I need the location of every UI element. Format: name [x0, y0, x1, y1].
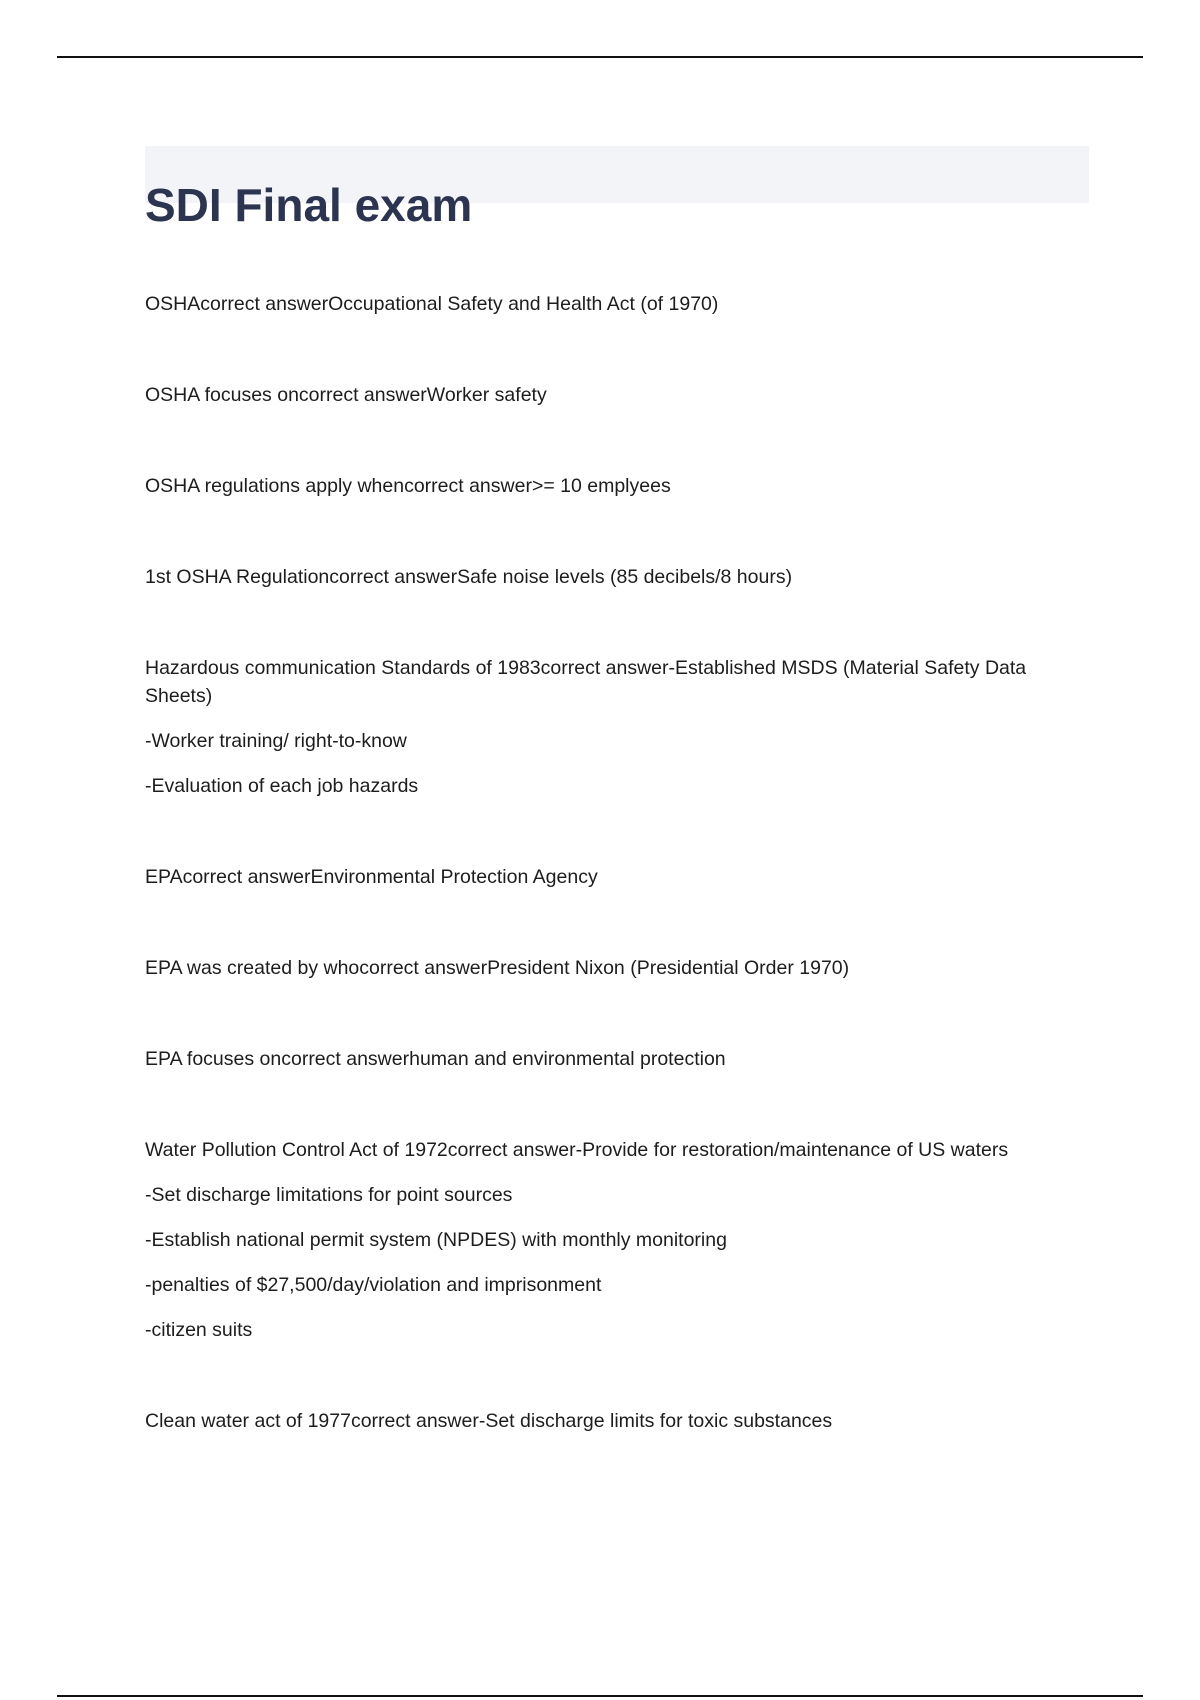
qa-text: -Worker training/ right-to-know — [145, 730, 407, 752]
qa-text: -Establish national permit system (NPDES) with monthly monitoring — [145, 1229, 727, 1251]
qa-text: Water Pollution Control Act of 1972correct answer-Provide for restoration/maintenance of US waters — [145, 1139, 1009, 1161]
qa-entry — [145, 472, 1075, 500]
qa-entry — [145, 954, 1075, 982]
qa-entry — [145, 563, 1075, 591]
qa-entry — [145, 381, 1075, 409]
qa-list — [145, 290, 1075, 1435]
qa-entry — [145, 654, 1075, 800]
top-rule — [57, 56, 1143, 58]
qa-entry — [145, 1407, 1075, 1435]
qa-text: OSHA regulations apply whencorrect answer>= 10 emplyees — [145, 475, 671, 497]
qa-text: OSHA focuses oncorrect answerWorker safety — [145, 384, 547, 406]
qa-text: 1st OSHA Regulationcorrect answerSafe noise levels (85 decibels/8 hours) — [145, 566, 793, 588]
qa-text: Hazardous communication Standards of 1983correct answer-Established MSDS (Material Safety Data Sheets) — [145, 657, 1027, 707]
qa-text: EPA focuses oncorrect answerhuman and environmental protection — [145, 1048, 726, 1070]
qa-entry — [145, 1136, 1075, 1344]
qa-text: -citizen suits — [145, 1319, 253, 1341]
qa-text: OSHAcorrect answerOccupational Safety and Health Act (of 1970) — [145, 293, 719, 315]
qa-entry — [145, 1045, 1075, 1073]
qa-text: EPAcorrect answerEnvironmental Protection Agency — [145, 866, 598, 888]
qa-text: -Set discharge limitations for point sources — [145, 1184, 513, 1206]
qa-text: EPA was created by whocorrect answerPresident Nixon (Presidential Order 1970) — [145, 957, 850, 979]
bottom-rule — [57, 1695, 1143, 1697]
qa-entry — [145, 863, 1075, 891]
qa-text: Clean water act of 1977correct answer-Set discharge limits for toxic substances — [145, 1410, 833, 1432]
qa-text: -penalties of $27,500/day/violation and imprisonment — [145, 1274, 602, 1296]
qa-entry — [145, 290, 1075, 318]
qa-text: -Evaluation of each job hazards — [145, 775, 419, 797]
document-title: SDI Final exam — [145, 178, 473, 231]
